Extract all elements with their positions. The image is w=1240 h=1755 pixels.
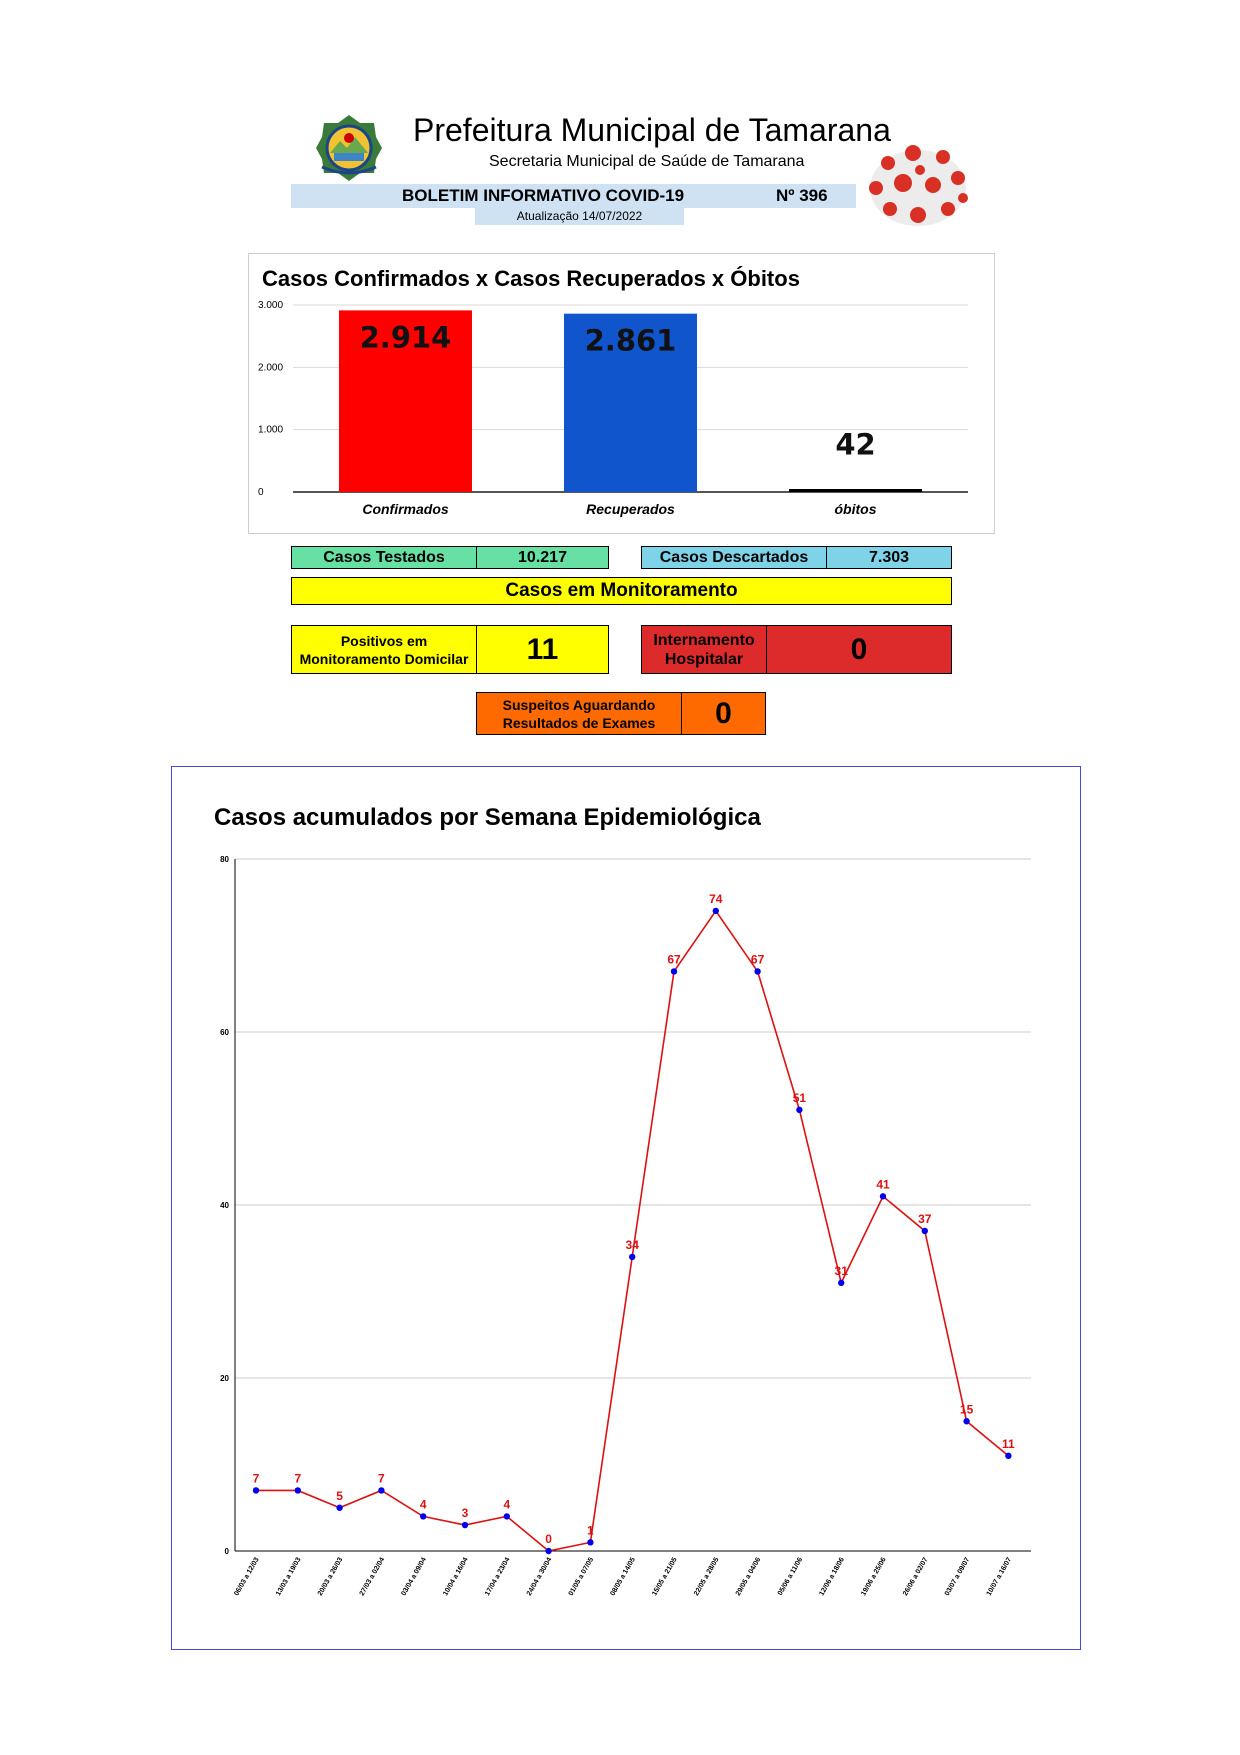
page-subtitle: Secretaria Municipal de Saúde de Tamarana bbox=[489, 153, 805, 170]
coat-of-arms-logo bbox=[314, 113, 384, 183]
tested-label: Casos Testados bbox=[291, 546, 477, 569]
x-tick-label: 17/04 a 23/04 bbox=[484, 1556, 512, 1598]
x-tick-label: 22/05 a 28/05 bbox=[693, 1556, 721, 1598]
data-label: 37 bbox=[918, 1211, 932, 1226]
tested-value: 10.217 bbox=[476, 546, 609, 569]
x-tick-label: 08/05 a 14/05 bbox=[609, 1556, 637, 1598]
data-point bbox=[336, 1505, 342, 1511]
y-tick-label: 0 bbox=[258, 487, 264, 498]
x-tick-label: 06/03 a 12/03 bbox=[233, 1556, 261, 1598]
data-label: 31 bbox=[834, 1263, 848, 1278]
bar-value-label: 2.861 bbox=[584, 323, 677, 358]
bulletin-title: BOLETIM INFORMATIVO COVID-19 bbox=[402, 186, 685, 205]
x-tick-label: 29/05 a 04/06 bbox=[734, 1556, 763, 1598]
x-tick-label: 10/04 a 16/04 bbox=[442, 1556, 470, 1598]
data-label: 1 bbox=[587, 1523, 594, 1538]
x-tick-label: 27/03 a 02/04 bbox=[358, 1556, 387, 1598]
y-tick-label: 3.000 bbox=[258, 300, 284, 311]
data-point bbox=[838, 1280, 844, 1286]
y-tick-label: 40 bbox=[220, 1201, 229, 1210]
x-tick-label: 20/03 a 26/03 bbox=[316, 1556, 345, 1598]
x-tick-label: 01/05 a 07/05 bbox=[567, 1556, 596, 1598]
data-point bbox=[295, 1487, 301, 1493]
data-point bbox=[1005, 1453, 1011, 1459]
summary-bar-chart bbox=[248, 253, 995, 534]
data-label: 0 bbox=[545, 1532, 552, 1546]
weekly-line-chart bbox=[171, 766, 1081, 1650]
x-tick-label: 19/06 a 25/06 bbox=[860, 1556, 888, 1598]
data-label: 11 bbox=[1002, 1436, 1015, 1451]
home-monitoring-label: Positivos em Monitoramento Domicilar bbox=[291, 625, 477, 674]
y-tick-label: 80 bbox=[220, 855, 229, 864]
data-label: 7 bbox=[378, 1471, 385, 1486]
data-point bbox=[462, 1522, 468, 1528]
x-tick-label: 12/06 a 18/06 bbox=[818, 1556, 846, 1598]
page-title: Prefeitura Municipal de Tamarana bbox=[413, 112, 891, 148]
x-category-label: Recuperados bbox=[586, 501, 675, 517]
data-label: 67 bbox=[667, 952, 681, 967]
x-tick-label: 13/03 a 19/03 bbox=[275, 1556, 303, 1598]
data-point bbox=[378, 1487, 384, 1493]
data-point bbox=[504, 1513, 510, 1519]
data-point bbox=[253, 1487, 259, 1493]
data-point bbox=[922, 1228, 928, 1234]
bar-value-label: 42 bbox=[835, 427, 876, 462]
x-tick-label: 26/06 a 02/07 bbox=[902, 1556, 930, 1598]
x-tick-label: 05/06 a 11/06 bbox=[776, 1556, 805, 1597]
series-line bbox=[256, 911, 1008, 1551]
x-tick-label: 24/04 a 30/04 bbox=[525, 1556, 554, 1598]
data-point bbox=[963, 1418, 969, 1424]
y-tick-label: 2.000 bbox=[258, 362, 284, 374]
y-tick-label: 1.000 bbox=[258, 424, 284, 436]
data-point bbox=[754, 968, 760, 974]
data-label: 3 bbox=[461, 1506, 469, 1521]
x-tick-label: 03/07 a 09/07 bbox=[943, 1556, 972, 1598]
data-point bbox=[880, 1193, 886, 1199]
data-point bbox=[671, 968, 677, 974]
data-point bbox=[420, 1513, 426, 1519]
x-tick-label: 15/05 a 21/05 bbox=[651, 1556, 679, 1598]
data-point bbox=[629, 1254, 635, 1260]
data-label: 5 bbox=[336, 1488, 343, 1503]
data-point bbox=[713, 908, 719, 914]
data-label: 15 bbox=[959, 1402, 974, 1417]
bar-value-label: 2.914 bbox=[359, 320, 452, 355]
bulletin-number: Nº 396 bbox=[776, 186, 828, 205]
discarded-label: Casos Descartados bbox=[641, 546, 827, 569]
x-category-label: Confirmados bbox=[362, 501, 449, 517]
data-label: 67 bbox=[750, 952, 765, 967]
data-label: 34 bbox=[625, 1237, 639, 1252]
data-label: 4 bbox=[419, 1497, 427, 1512]
data-label: 74 bbox=[709, 891, 723, 906]
summary-chart-title: Casos Confirmados x Casos Recuperados x Óbitos bbox=[262, 266, 800, 291]
data-label: 51 bbox=[792, 1090, 807, 1105]
data-label: 7 bbox=[252, 1471, 260, 1486]
bar-2 bbox=[789, 489, 922, 492]
discarded-value: 7.303 bbox=[826, 546, 952, 569]
x-category-label: óbitos bbox=[834, 501, 877, 517]
data-point bbox=[545, 1548, 551, 1554]
x-tick-label: 10/07 a 16/07 bbox=[985, 1556, 1014, 1598]
monitoring-banner: Casos em Monitoramento bbox=[291, 577, 952, 605]
y-tick-label: 0 bbox=[224, 1547, 229, 1556]
weekly-chart-title: Casos acumulados por Semana Epidemiológica bbox=[214, 804, 761, 831]
hospital-label: Internamento Hospitalar bbox=[641, 625, 767, 674]
suspects-label: Suspeitos Aguardando Resultados de Exames bbox=[476, 692, 682, 735]
y-tick-label: 20 bbox=[220, 1374, 229, 1383]
data-point bbox=[796, 1107, 802, 1113]
data-label: 41 bbox=[876, 1177, 890, 1192]
x-tick-label: 03/04 a 09/04 bbox=[400, 1556, 428, 1598]
suspects-value: 0 bbox=[681, 692, 766, 735]
data-label: 4 bbox=[503, 1497, 511, 1512]
hospital-value: 0 bbox=[766, 625, 952, 674]
data-label: 7 bbox=[294, 1471, 302, 1486]
update-date: Atualização 14/07/2022 bbox=[475, 208, 684, 225]
data-point bbox=[587, 1539, 593, 1545]
y-tick-label: 60 bbox=[220, 1028, 229, 1037]
home-monitoring-value: 11 bbox=[476, 625, 609, 674]
coronavirus-icon bbox=[858, 143, 978, 233]
